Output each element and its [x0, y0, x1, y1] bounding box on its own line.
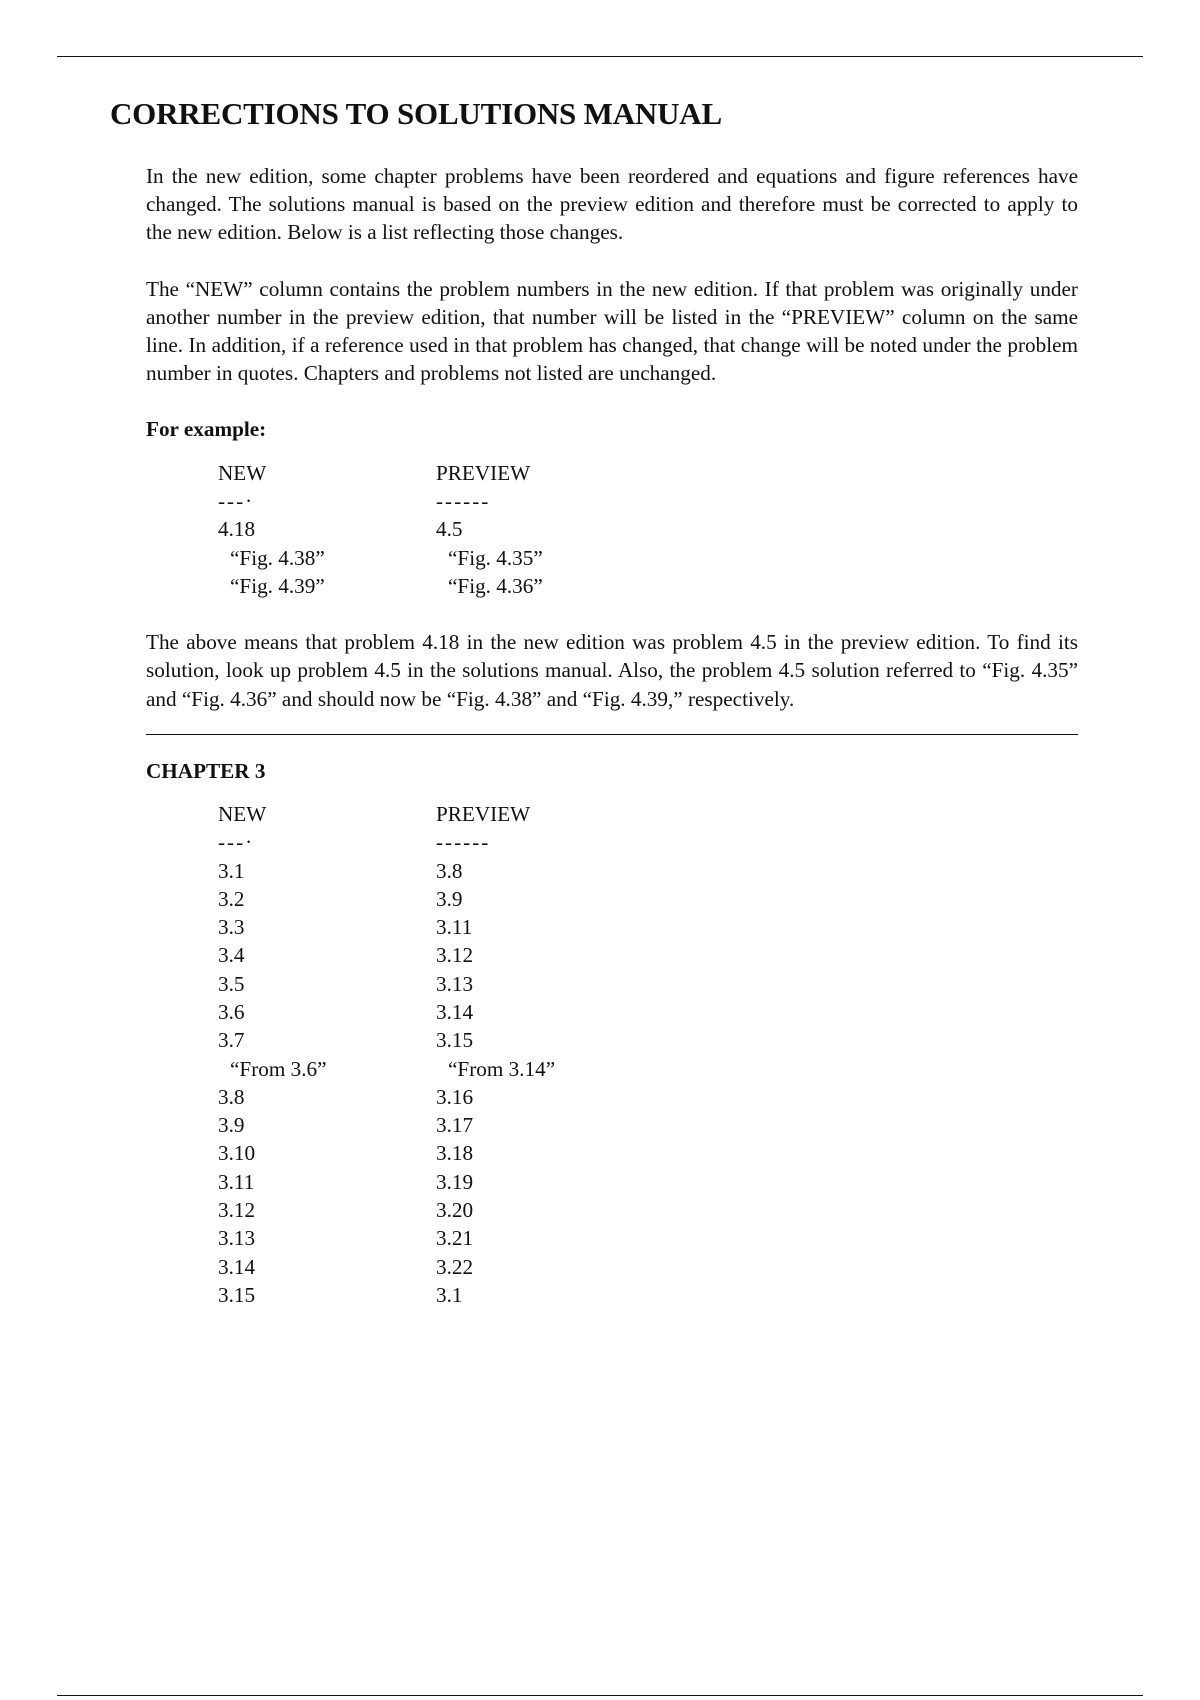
column-header-preview: PREVIEW [436, 801, 531, 826]
cell-preview: 3.11 [436, 915, 473, 940]
cell-new: 3.6 [218, 1000, 245, 1024]
cell-preview: 3.9 [436, 886, 463, 911]
chapter3-table-header [218, 800, 1078, 828]
page-title: CORRECTIONS TO SOLUTIONS MANUAL [110, 96, 722, 131]
table-row [218, 1281, 1078, 1309]
cell-preview: “Fig. 4.36” [448, 573, 543, 598]
cell-new: 3.12 [218, 1198, 256, 1223]
cell-new: 3.14 [218, 1254, 256, 1279]
table-row [218, 1196, 1078, 1224]
cell-new: “Fig. 4.39” [230, 573, 325, 598]
cell-preview: 3.12 [436, 943, 474, 968]
cell-preview: “Fig. 4.35” [448, 545, 543, 570]
table-row [218, 1139, 1078, 1167]
table-row [218, 515, 1078, 543]
bottom-rule [57, 1695, 1143, 1696]
table-row [218, 941, 1078, 969]
document-body [146, 162, 1078, 1337]
cell-preview: 3.20 [436, 1198, 474, 1223]
table-row [218, 857, 1078, 885]
cell-new: 3.7 [218, 1028, 245, 1053]
cell-new: 3.2 [218, 886, 245, 911]
cell-preview: 3.8 [436, 858, 463, 883]
example-label: For example: [146, 417, 267, 442]
table-row [218, 1111, 1078, 1139]
table-row [218, 1168, 1078, 1196]
cell-new: 3.4 [218, 943, 245, 968]
chapter3-table [218, 800, 1078, 1309]
cell-preview: 3.17 [436, 1113, 474, 1138]
dash-new: ---· [218, 830, 255, 855]
intro-paragraph: In the new edition, some chapter problems have been reordered and equations and figure references have changed. The solutions manual is based on the preview edition and therefore must be corrected to apply to the new edition. Below is a list reflecting those changes. [146, 164, 1078, 245]
table-row [218, 885, 1078, 913]
column-header-new: NEW [218, 460, 267, 485]
dash-new: ---· [218, 488, 255, 513]
dash-preview: ------ [436, 488, 491, 513]
cell-preview: 3.18 [436, 1141, 474, 1166]
cell-preview: 3.22 [436, 1254, 474, 1279]
chapter-heading: CHAPTER 3 [146, 758, 266, 783]
column-header-preview: PREVIEW [436, 460, 531, 485]
table-row [218, 1055, 1078, 1083]
table-row [218, 970, 1078, 998]
table-row [218, 572, 1078, 600]
explanation-paragraph: The “NEW” column contains the problem numbers in the new edition. If that problem was originally under another number in the preview edition, that number will be listed in the “PREVIEW” column on the same line. In addition, if a reference used in that problem has changed, that change will be noted under the problem number in quotes. Chapters and problems not listed are unchanged. [146, 276, 1078, 386]
cell-preview: “From 3.14” [448, 1056, 556, 1081]
cell-new: 3.3 [218, 915, 245, 940]
cell-preview: 3.19 [436, 1169, 474, 1194]
column-header-new: NEW [218, 801, 267, 826]
table-row [218, 1253, 1078, 1281]
cell-new: 3.15 [218, 1282, 256, 1307]
table-row [218, 544, 1078, 572]
cell-new: 3.8 [218, 1084, 245, 1109]
cell-new: 3.9 [218, 1113, 245, 1138]
cell-new: 3.10 [218, 1141, 256, 1166]
example-table-header [218, 459, 1078, 487]
chapter3-table-dashes [218, 828, 1078, 856]
top-rule [57, 56, 1143, 57]
cell-preview: 3.14 [436, 1000, 474, 1024]
example-table-dashes [218, 487, 1078, 515]
cell-preview: 3.21 [436, 1226, 474, 1251]
cell-preview: 3.16 [436, 1084, 474, 1109]
cell-preview: 3.15 [436, 1028, 474, 1053]
table-row [218, 1026, 1078, 1054]
cell-new: “From 3.6” [230, 1056, 327, 1081]
cell-preview: 3.1 [436, 1282, 463, 1307]
cell-preview: 3.13 [436, 971, 474, 996]
example-table [218, 459, 1078, 600]
cell-new: 3.1 [218, 858, 245, 883]
table-row [218, 913, 1078, 941]
dash-preview: ------ [436, 830, 491, 855]
table-row [218, 998, 1078, 1026]
table-row [218, 1224, 1078, 1252]
cell-new: “Fig. 4.38” [230, 545, 325, 570]
example-explanation-paragraph: The above means that problem 4.18 in the new edition was problem 4.5 in the preview edition. To find its solution, look up problem 4.5 in the solutions manual. Also, the problem 4.5 solution referred to “Fig. 4.35” and “Fig. 4.36” and should now be “Fig. 4.38” and “Fig. 4.39,” respectively. [146, 630, 1078, 711]
cell-new: 3.5 [218, 971, 245, 996]
cell-new: 3.11 [218, 1169, 255, 1194]
section-divider [146, 734, 1078, 735]
table-row [218, 1083, 1078, 1111]
cell-new: 4.18 [218, 517, 256, 542]
cell-preview: 4.5 [436, 517, 463, 542]
cell-new: 3.13 [218, 1226, 256, 1251]
